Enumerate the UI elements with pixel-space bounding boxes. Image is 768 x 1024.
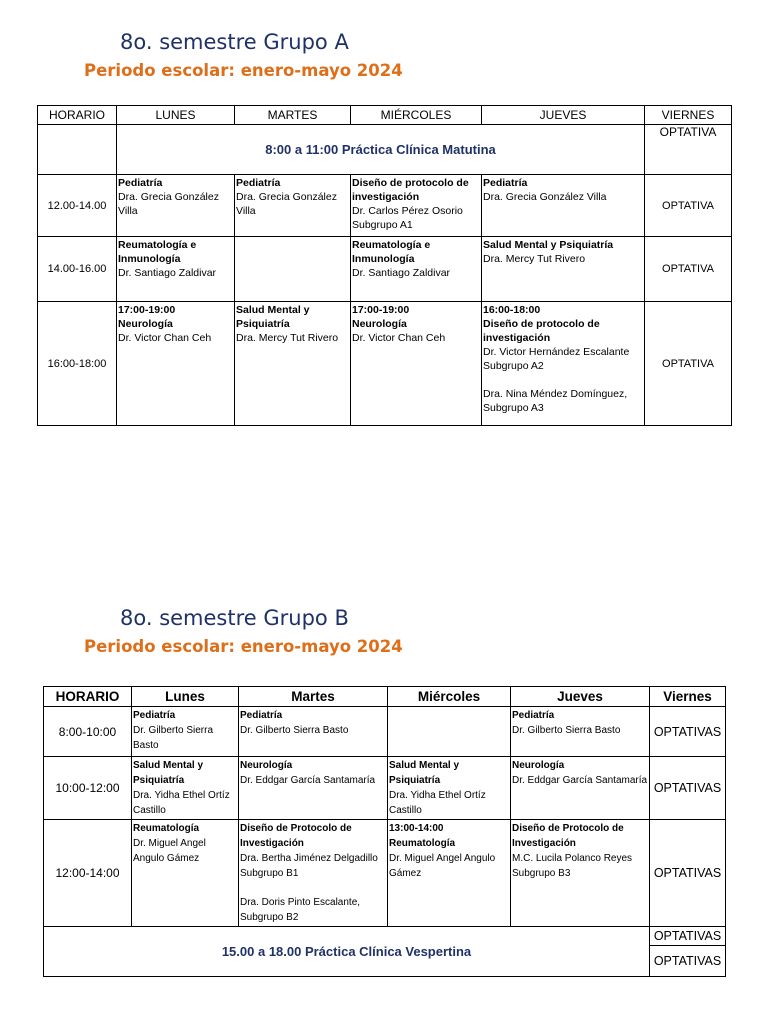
class-cell	[388, 757, 511, 820]
empty-cell	[235, 237, 351, 302]
afternoon-practice-banner: 15.00 a 18.00 Práctica Clínica Vespertina	[44, 927, 650, 977]
table-header-row	[38, 106, 732, 125]
subject: Salud Mental y Psiquiatría	[236, 304, 310, 330]
class-cell	[235, 175, 351, 237]
group-a-period: Periodo escolar: enero-mayo 2024	[84, 61, 403, 80]
class-cell	[351, 175, 482, 237]
subject: Neurología	[512, 760, 565, 771]
header-jueves: JUEVES	[482, 106, 645, 125]
time-cell: 14.00-16.00	[38, 237, 117, 302]
header-horario: HORARIO	[38, 106, 117, 125]
subject: Neurología	[118, 318, 173, 330]
teacher: Dr. Victor Chan Ceh	[118, 332, 212, 344]
morning-practice-banner: 8:00 a 11:00 Práctica Clínica Matutina	[117, 125, 645, 175]
class-cell	[132, 757, 239, 820]
class-cell	[388, 820, 511, 927]
teacher: Dra. Mercy Tut Rivero	[236, 332, 339, 344]
header-miercoles: Miércoles	[388, 687, 511, 707]
subject: Reumatología e Inmunología	[118, 239, 197, 265]
teacher: Dr. Victor Hernández Escalante	[483, 346, 630, 358]
optativas-cell: OPTATIVAS	[650, 946, 726, 977]
header-viernes: VIERNES	[645, 106, 732, 125]
group-a-title: 8o. semestre Grupo A	[120, 30, 349, 54]
header-jueves: Jueves	[511, 687, 650, 707]
teacher: Dr. Eddgar García Santamaría	[512, 775, 648, 786]
teacher: Dr. Gilberto Sierra Basto	[240, 725, 349, 736]
subject: Pediatría	[240, 710, 283, 721]
teacher: Dra. Mercy Tut Rivero	[483, 253, 586, 265]
optativa-cell: OPTATIVA	[645, 175, 732, 237]
group-b-period: Periodo escolar: enero-mayo 2024	[84, 637, 403, 656]
teacher: Dr. Miguel Angel Angulo Gámez	[133, 838, 206, 864]
header-miercoles: MIÉRCOLES	[351, 106, 482, 125]
time-cell: 12:00-14:00	[44, 820, 132, 927]
class-cell	[511, 757, 650, 820]
subgroup: Subgrupo B2	[240, 912, 299, 923]
teacher: Dr. Carlos Pérez Osorio	[352, 205, 463, 217]
table-row	[44, 927, 726, 946]
class-hours: 13:00-14:00	[389, 823, 444, 834]
teacher: Dr. Eddgar García Santamaría	[240, 775, 376, 786]
subgroup: Subgrupo A3	[483, 402, 544, 414]
table-row	[38, 175, 732, 237]
class-cell	[132, 707, 239, 757]
optativa-cell: OPTATIVA	[645, 237, 732, 302]
empty-cell	[388, 707, 511, 757]
teacher: Dra. Doris Pinto Escalante,	[240, 897, 361, 908]
class-cell	[117, 302, 235, 426]
class-cell	[351, 302, 482, 426]
subgroup: Subgrupo A1	[352, 219, 413, 231]
subject: Salud Mental y Psiquiatría	[389, 760, 460, 786]
class-cell	[482, 302, 645, 426]
subject: Pediatría	[236, 177, 281, 189]
class-hours: 17:00-19:00	[352, 304, 410, 316]
teacher: Dra. Yidha Ethel Ortíz Castillo	[389, 790, 486, 816]
teacher: Dra. Yidha Ethel Ortíz Castillo	[133, 790, 230, 816]
subgroup: Subgrupo A2	[483, 360, 544, 372]
optativa-cell: OPTATIVA	[645, 125, 732, 175]
time-cell: 16:00-18:00	[38, 302, 117, 426]
group-a-schedule-table	[37, 105, 732, 426]
subject: Salud Mental y Psiquiatría	[483, 239, 614, 251]
class-cell	[117, 237, 235, 302]
teacher: Dra. Grecia González Villa	[483, 191, 607, 203]
subject: Neurología	[352, 318, 407, 330]
subject: Diseño de protocolo de investigación	[483, 318, 600, 344]
group-b-title: 8o. semestre Grupo B	[120, 606, 349, 630]
table-row	[44, 820, 726, 927]
teacher: M.C. Lucila Polanco Reyes	[512, 853, 633, 864]
header-horario: HORARIO	[44, 687, 132, 707]
class-cell	[482, 175, 645, 237]
class-cell	[235, 302, 351, 426]
class-cell	[239, 820, 388, 927]
header-lunes: LUNES	[117, 106, 235, 125]
teacher: Dra. Grecia González Villa	[118, 191, 219, 217]
subject: Diseño de Protocolo de Investigación	[240, 823, 352, 849]
table-row	[44, 707, 726, 757]
teacher: Dra. Bertha Jiménez Delgadillo	[240, 853, 378, 864]
class-cell	[482, 237, 645, 302]
class-cell	[117, 175, 235, 237]
teacher: Dr. Gilberto Sierra Basto	[512, 725, 621, 736]
optativa-cell: OPTATIVA	[645, 302, 732, 426]
teacher: Dr. Gilberto Sierra Basto	[133, 725, 214, 751]
subject: Pediatría	[118, 177, 163, 189]
subject: Neurología	[240, 760, 293, 771]
class-cell	[511, 820, 650, 927]
subject: Diseño de protocolo de investigación	[352, 177, 469, 203]
time-cell-empty	[38, 125, 117, 175]
time-cell: 12.00-14.00	[38, 175, 117, 237]
table-row	[38, 237, 732, 302]
subject: Pediatría	[483, 177, 528, 189]
class-cell	[239, 707, 388, 757]
header-viernes: Viernes	[650, 687, 726, 707]
teacher: Dra. Grecia González Villa	[236, 191, 337, 217]
optativas-cell: OPTATIVAS	[650, 927, 726, 946]
subgroup: Subgrupo B3	[512, 868, 571, 879]
spacer	[240, 881, 386, 895]
table-row	[38, 125, 732, 175]
time-cell: 10:00-12:00	[44, 757, 132, 820]
class-cell	[132, 820, 239, 927]
spacer	[483, 373, 643, 387]
subject: Diseño de Protocolo de Investigación	[512, 823, 624, 849]
header-lunes: Lunes	[132, 687, 239, 707]
subgroup: Subgrupo B1	[240, 868, 299, 879]
table-row	[38, 302, 732, 426]
table-row	[44, 757, 726, 820]
teacher: Dr. Santiago Zaldivar	[352, 267, 451, 279]
class-cell	[239, 757, 388, 820]
subject: Reumatología e Inmunología	[352, 239, 431, 265]
optativas-cell: OPTATIVAS	[650, 707, 726, 757]
teacher: Dr. Victor Chan Ceh	[352, 332, 446, 344]
subject: Reumatología	[133, 823, 200, 834]
subject: Pediatría	[133, 710, 176, 721]
group-b-schedule-table	[43, 686, 726, 977]
teacher: Dr. Santiago Zaldivar	[118, 267, 217, 279]
time-cell: 8:00-10:00	[44, 707, 132, 757]
header-martes: Martes	[239, 687, 388, 707]
class-hours: 17:00-19:00	[118, 304, 176, 316]
class-hours: 16:00-18:00	[483, 304, 541, 316]
optativas-cell: OPTATIVAS	[650, 757, 726, 820]
teacher: Dr. Miguel Angel Angulo Gámez	[389, 853, 496, 879]
teacher: Dra. Nina Méndez Domínguez,	[483, 388, 628, 400]
subject: Salud Mental y Psiquiatría	[133, 760, 204, 786]
class-cell	[351, 237, 482, 302]
optativas-cell: OPTATIVAS	[650, 820, 726, 927]
class-cell	[511, 707, 650, 757]
header-martes: MARTES	[235, 106, 351, 125]
subject: Reumatología	[389, 838, 456, 849]
table-header-row	[44, 687, 726, 707]
subject: Pediatría	[512, 710, 555, 721]
